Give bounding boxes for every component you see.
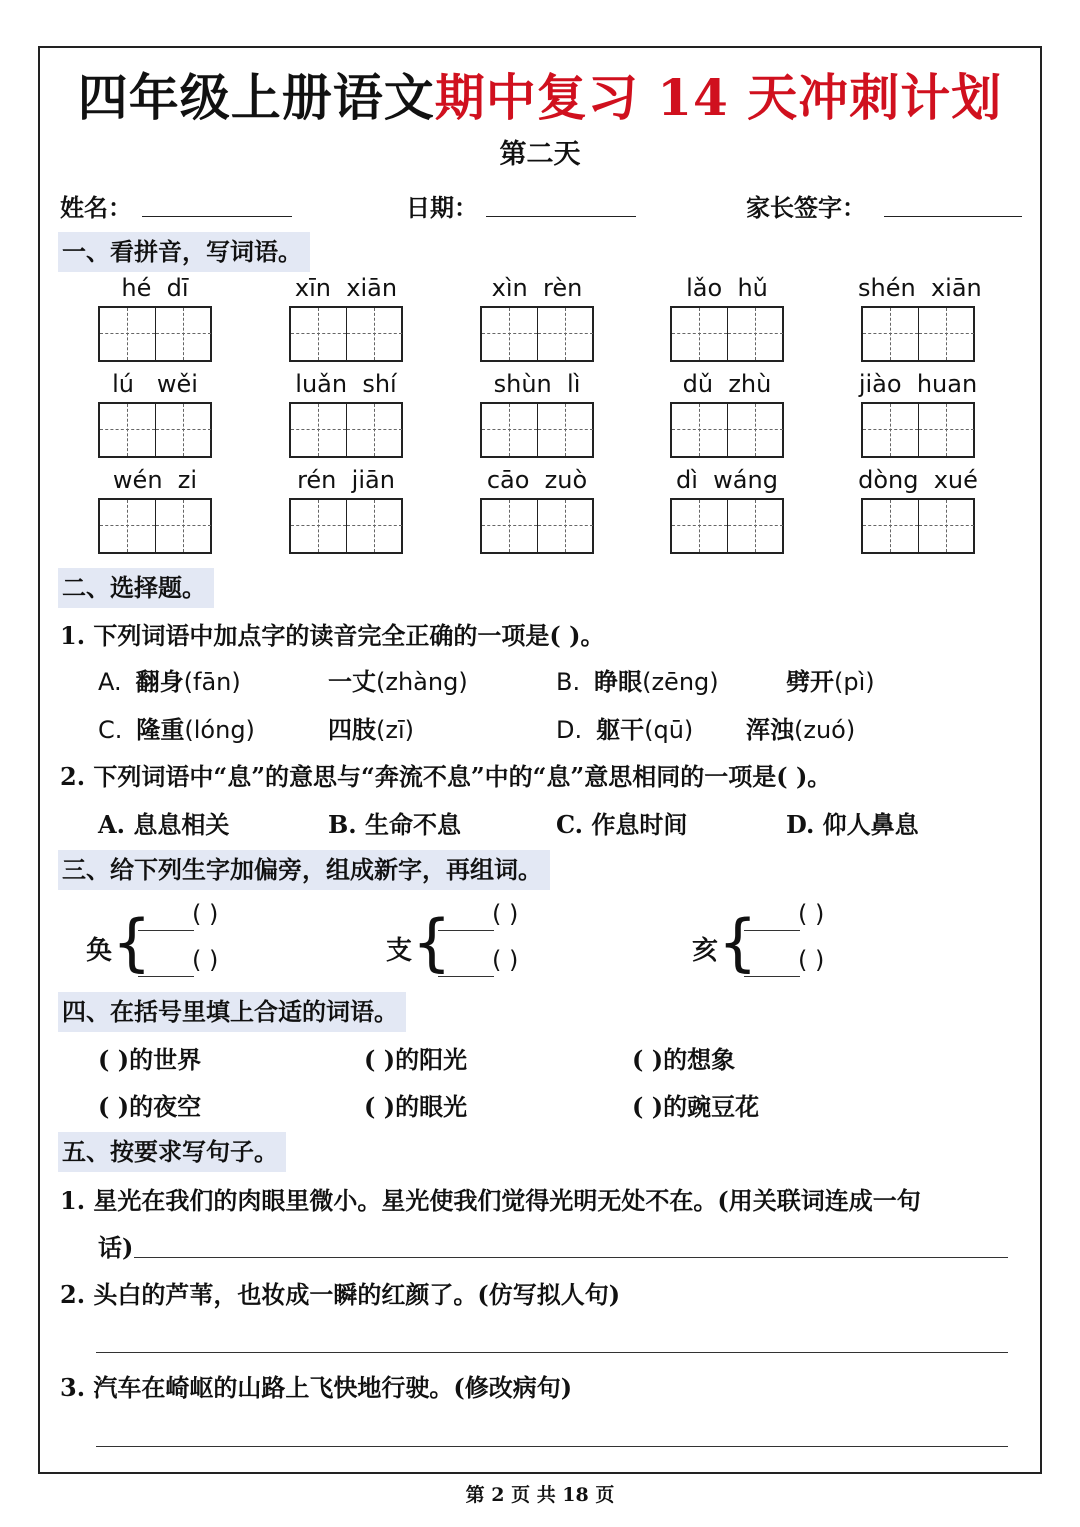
brace-symbol: {: [112, 906, 152, 979]
pinyin-label: xìn rèn: [491, 274, 583, 302]
tian-cell-right: [538, 404, 593, 456]
tian-cell-left: [672, 500, 728, 552]
tian-cell-right: [347, 500, 402, 552]
radical-blank[interactable]: [138, 930, 194, 931]
sentence-task-3: 3. 汽车在崎岖的山路上飞快地行驶。(修改病句): [60, 1373, 573, 1402]
option-letter: B.: [556, 668, 581, 696]
tian-cell-left: [863, 500, 919, 552]
radical-blank[interactable]: [744, 976, 800, 977]
writing-box[interactable]: [861, 498, 975, 554]
option-letter: C.: [98, 716, 123, 744]
option-pinyin: (pì): [834, 668, 875, 696]
section-3-heading: 三、给下列生字加偏旁，组成新字，再组词。: [58, 850, 550, 890]
radical-blank[interactable]: [438, 930, 494, 931]
word-paren[interactable]: ( ): [492, 946, 519, 974]
word-paren[interactable]: ( ): [798, 900, 825, 928]
tian-cell-right: [538, 500, 593, 552]
brace-symbol: {: [718, 906, 758, 979]
tian-cell-right: [728, 308, 783, 360]
section-2-heading: 二、选择题。: [58, 568, 214, 608]
tian-cell-left: [863, 404, 919, 456]
tian-cell-left: [672, 404, 728, 456]
tian-cell-right: [156, 308, 211, 360]
tian-cell-right: [347, 404, 402, 456]
option-pinyin: (zuó): [794, 716, 856, 744]
tian-cell-left: [291, 500, 347, 552]
option-pinyin: (zēng): [642, 668, 719, 696]
pinyin-label: cāo zuò: [486, 466, 588, 494]
option-word: 睁眼: [594, 667, 643, 696]
tian-cell-right: [538, 308, 593, 360]
pinyin-label: xīn xiān: [294, 274, 398, 302]
pinyin-label: lǎo hǔ: [686, 274, 768, 302]
radical-char: 支: [386, 936, 413, 966]
pinyin-label: hé dī: [121, 274, 189, 302]
q1-option[interactable]: [786, 662, 875, 697]
radical-blank[interactable]: [138, 976, 194, 977]
writing-box[interactable]: [480, 306, 594, 362]
q1-option[interactable]: [328, 662, 468, 697]
pinyin-label: dǔ zhù: [682, 370, 772, 398]
question-1: 1. 下列词语中加点字的读音完全正确的一项是( )。: [60, 621, 605, 650]
writing-box[interactable]: [98, 306, 212, 362]
writing-box[interactable]: [289, 402, 403, 458]
q2-option[interactable]: C. 作息时间: [556, 810, 688, 839]
tian-cell-left: [291, 308, 347, 360]
q2-option[interactable]: D. 仰人鼻息: [786, 810, 919, 839]
q1-option[interactable]: [98, 710, 255, 745]
tian-cell-left: [482, 308, 538, 360]
tian-cell-right: [919, 308, 974, 360]
option-word: 四肢: [328, 715, 376, 744]
tian-cell-left: [482, 500, 538, 552]
radical-blank[interactable]: [744, 930, 800, 931]
tian-cell-left: [482, 404, 538, 456]
pinyin-label: jiào huan: [858, 370, 978, 398]
writing-box[interactable]: [289, 498, 403, 554]
q1-option[interactable]: [328, 710, 414, 745]
option-letter: D.: [556, 716, 583, 744]
name-label: 姓名：: [60, 193, 132, 222]
pinyin-label: lú wěi: [112, 370, 198, 398]
date-label: 日期：: [406, 193, 478, 222]
option-pinyin: (zī): [376, 716, 414, 744]
option-word: 浑浊: [746, 715, 794, 744]
tian-cell-right: [919, 500, 974, 552]
sign-label: 家长签字：: [746, 193, 866, 222]
question-2: 2. 下列词语中“息”的意思与“奔流不息”中的“息”意思相同的一项是( )。: [60, 762, 832, 791]
fill-phrase[interactable]: ( )的世界: [98, 1045, 202, 1074]
tian-cell-left: [291, 404, 347, 456]
radical-blank[interactable]: [438, 976, 494, 977]
fill-phrase[interactable]: ( )的豌豆花: [632, 1092, 760, 1121]
pinyin-label: rén jiān: [297, 466, 395, 494]
writing-box[interactable]: [670, 402, 784, 458]
q1-option[interactable]: [746, 710, 855, 745]
fill-phrase[interactable]: ( )的夜空: [98, 1092, 202, 1121]
q2-option[interactable]: B. 生命不息: [328, 810, 461, 839]
fill-phrase[interactable]: ( )的眼光: [364, 1092, 468, 1121]
tian-cell-left: [100, 404, 156, 456]
fill-phrase[interactable]: ( )的想象: [632, 1045, 736, 1074]
sign-field[interactable]: [884, 216, 1022, 217]
pinyin-label: dì wáng: [676, 466, 778, 494]
option-word: 劈开: [786, 667, 834, 696]
tian-cell-right: [347, 308, 402, 360]
pinyin-label: shùn lì: [493, 370, 581, 398]
tian-cell-left: [672, 308, 728, 360]
brace-symbol: {: [412, 906, 452, 979]
tian-cell-left: [863, 308, 919, 360]
sentence-task-1-cont: 话): [98, 1233, 134, 1262]
writing-box[interactable]: [480, 402, 594, 458]
q1-option[interactable]: [98, 662, 241, 697]
q1-option[interactable]: [556, 710, 693, 745]
pinyin-label: shén xiān: [858, 274, 982, 302]
pinyin-label: wén zi: [112, 466, 198, 494]
name-field[interactable]: [142, 216, 292, 217]
writing-box[interactable]: [861, 402, 975, 458]
tian-cell-right: [156, 404, 211, 456]
q2-option[interactable]: A. 息息相关: [98, 810, 230, 839]
writing-box[interactable]: [289, 306, 403, 362]
pinyin-label: dòng xué: [858, 466, 978, 494]
date-field[interactable]: [486, 216, 636, 217]
word-paren[interactable]: ( ): [798, 946, 825, 974]
fill-phrase[interactable]: ( )的阳光: [364, 1045, 468, 1074]
writing-box[interactable]: [670, 498, 784, 554]
writing-box[interactable]: [98, 402, 212, 458]
radical-char: 亥: [692, 936, 719, 966]
option-word: 躯干: [596, 715, 645, 744]
tian-cell-left: [100, 308, 156, 360]
writing-box[interactable]: [670, 306, 784, 362]
sentence-task-1: 1. 星光在我们的肉眼里微小。星光使我们觉得光明无处不在。(用关联词连成一句: [60, 1186, 921, 1215]
tian-cell-right: [728, 500, 783, 552]
sentence-task-2: 2. 头白的芦苇，也妆成一瞬的红颜了。(仿写拟人句): [60, 1280, 621, 1309]
word-paren[interactable]: ( ): [492, 900, 519, 928]
option-pinyin: (fān): [183, 668, 241, 696]
answer-line-1[interactable]: [134, 1257, 1008, 1258]
tian-cell-left: [100, 500, 156, 552]
tian-cell-right: [728, 404, 783, 456]
option-word: 一丈: [328, 667, 376, 696]
option-word: 翻身: [135, 667, 184, 696]
q1-option[interactable]: [556, 662, 719, 697]
tian-cell-right: [919, 404, 974, 456]
word-paren[interactable]: ( ): [192, 900, 219, 928]
answer-line-3[interactable]: [96, 1446, 1008, 1447]
writing-box[interactable]: [480, 498, 594, 554]
page-footer: 第 2 页 共 18 页: [465, 1484, 615, 1506]
writing-box[interactable]: [98, 498, 212, 554]
option-letter: A.: [98, 668, 122, 696]
section-5-heading: 五、按要求写句子。: [58, 1132, 286, 1172]
option-word: 隆重: [136, 715, 185, 744]
section-1-heading: 一、看拼音，写词语。: [58, 232, 310, 272]
page-title: 四年级上册语文期中复习 14 天冲刺计划: [77, 68, 1003, 127]
option-pinyin: (qū): [644, 716, 694, 744]
option-pinyin: (lóng): [184, 716, 255, 744]
day-subtitle: 第二天: [499, 139, 581, 170]
option-pinyin: (zhàng): [376, 668, 468, 696]
radical-char: 奂: [86, 936, 113, 966]
pinyin-label: luǎn shí: [295, 370, 397, 398]
tian-cell-right: [156, 500, 211, 552]
section-4-heading: 四、在括号里填上合适的词语。: [58, 992, 406, 1032]
writing-box[interactable]: [861, 306, 975, 362]
word-paren[interactable]: ( ): [192, 946, 219, 974]
answer-line-2[interactable]: [96, 1352, 1008, 1353]
